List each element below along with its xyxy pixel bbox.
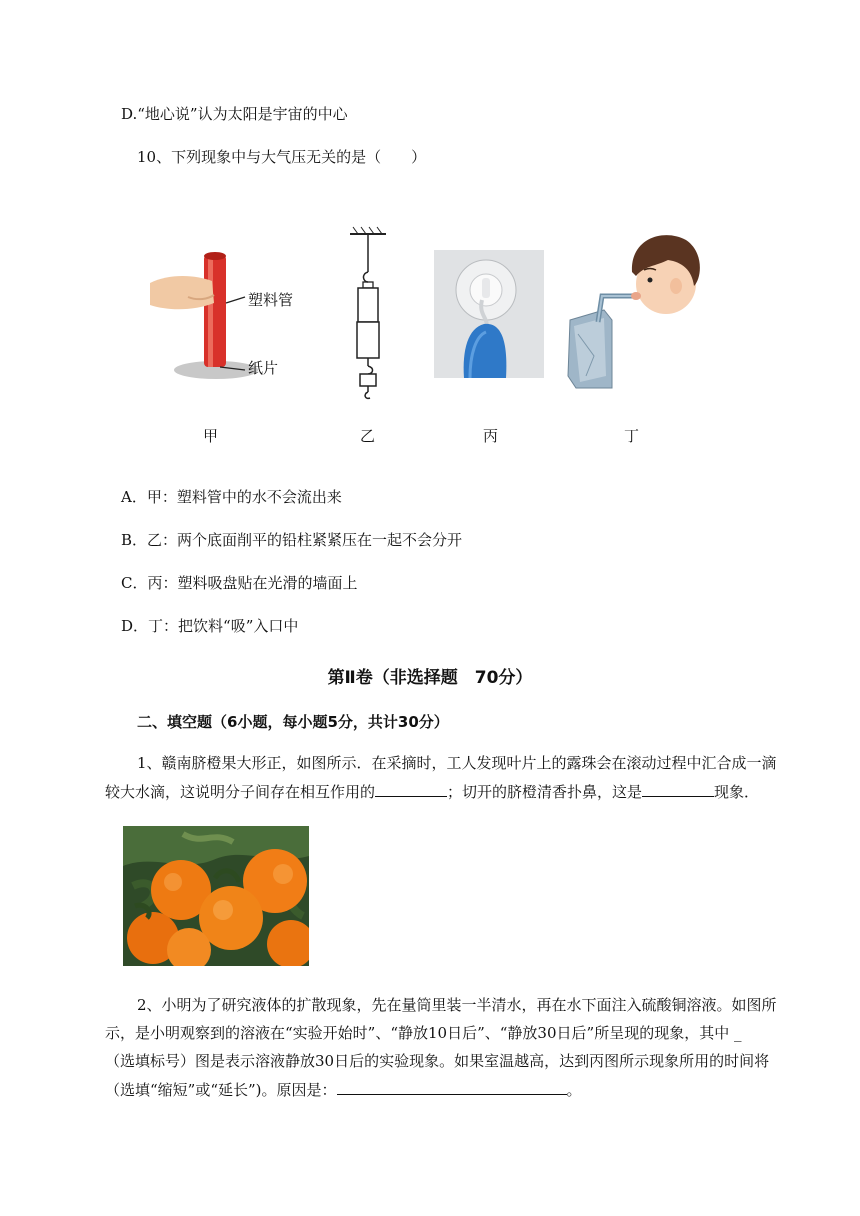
fill2-line1: 2、小明为了研究液体的扩散现象，先在量筒里装一半清水，再在水下面注入硫酸铜溶液。如图所	[137, 996, 777, 1014]
q10-option-a: A．甲：塑料管中的水不会流出来	[121, 488, 342, 506]
plastic-tube-illustration	[150, 245, 310, 385]
fill2-text-b: 。	[566, 1081, 582, 1099]
figure-jia	[150, 245, 310, 385]
q10-option-d: D．丁：把饮料“吸”入口中	[121, 617, 299, 635]
q10-option-c: C．丙：塑料吸盘贴在光滑的墙面上	[121, 574, 358, 592]
caption-bing: 丙	[483, 427, 499, 445]
q10-stem: 10、下列现象中与大气压无关的是（ ）	[137, 148, 427, 166]
fill1-text-c: 现象．	[714, 783, 760, 801]
fill2-line3: （选填标号）图是表示溶液静放30日后的实验现象。如果室温越高，达到丙图所示现象所用的时间将	[105, 1052, 770, 1070]
figure-yi	[345, 226, 391, 404]
section-2-subtitle: 二、填空题（6小题，每小题5分，共计30分）	[137, 713, 449, 731]
fill2-text-a: （选填“缩短”或“延长”)。原因是：	[105, 1081, 337, 1099]
label-paper: 纸片	[248, 359, 279, 377]
figure-bing	[434, 250, 544, 378]
caption-jia: 甲	[203, 427, 219, 445]
fill1-text-a: 较大水滴，这说明分子间存在相互作用的	[105, 783, 376, 801]
fill1-line2	[105, 780, 759, 803]
figure-ding	[564, 226, 704, 392]
drinking-straw-illustration	[564, 226, 704, 392]
suction-cup-photo	[434, 250, 544, 378]
caption-ding: 丁	[624, 427, 640, 445]
fill1-line1: 1、赣南脐橙果大形正，如图所示．在采摘时，工人发现叶片上的露珠会在滚动过程中汇合成一滴	[137, 754, 777, 772]
fill2-line4	[105, 1078, 582, 1101]
fill1-text-b: ；切开的脐橙清香扑鼻，这是	[447, 783, 643, 801]
q9-option-d: D.“地心说”认为太阳是宇宙的中心	[121, 105, 348, 123]
q10-option-b: B．乙：两个底面削平的铅柱紧紧压在一起不会分开	[121, 531, 463, 549]
caption-yi: 乙	[360, 427, 376, 445]
fill1-blank-1[interactable]	[375, 780, 447, 797]
lead-cylinders-illustration	[345, 226, 391, 404]
fill2-line2: 示，是小明观察到的溶液在“实验开始时”、“静放10日后”、“静放30日后”所呈现的现象，其中 _	[105, 1024, 742, 1042]
navel-orange-photo	[123, 826, 309, 966]
label-plastic-tube: 塑料管	[248, 291, 294, 309]
fill2-blank-reason[interactable]	[337, 1078, 567, 1095]
section-2-title: 第Ⅱ卷（非选择题 70分）	[327, 668, 533, 688]
fill1-blank-2[interactable]	[642, 780, 714, 797]
